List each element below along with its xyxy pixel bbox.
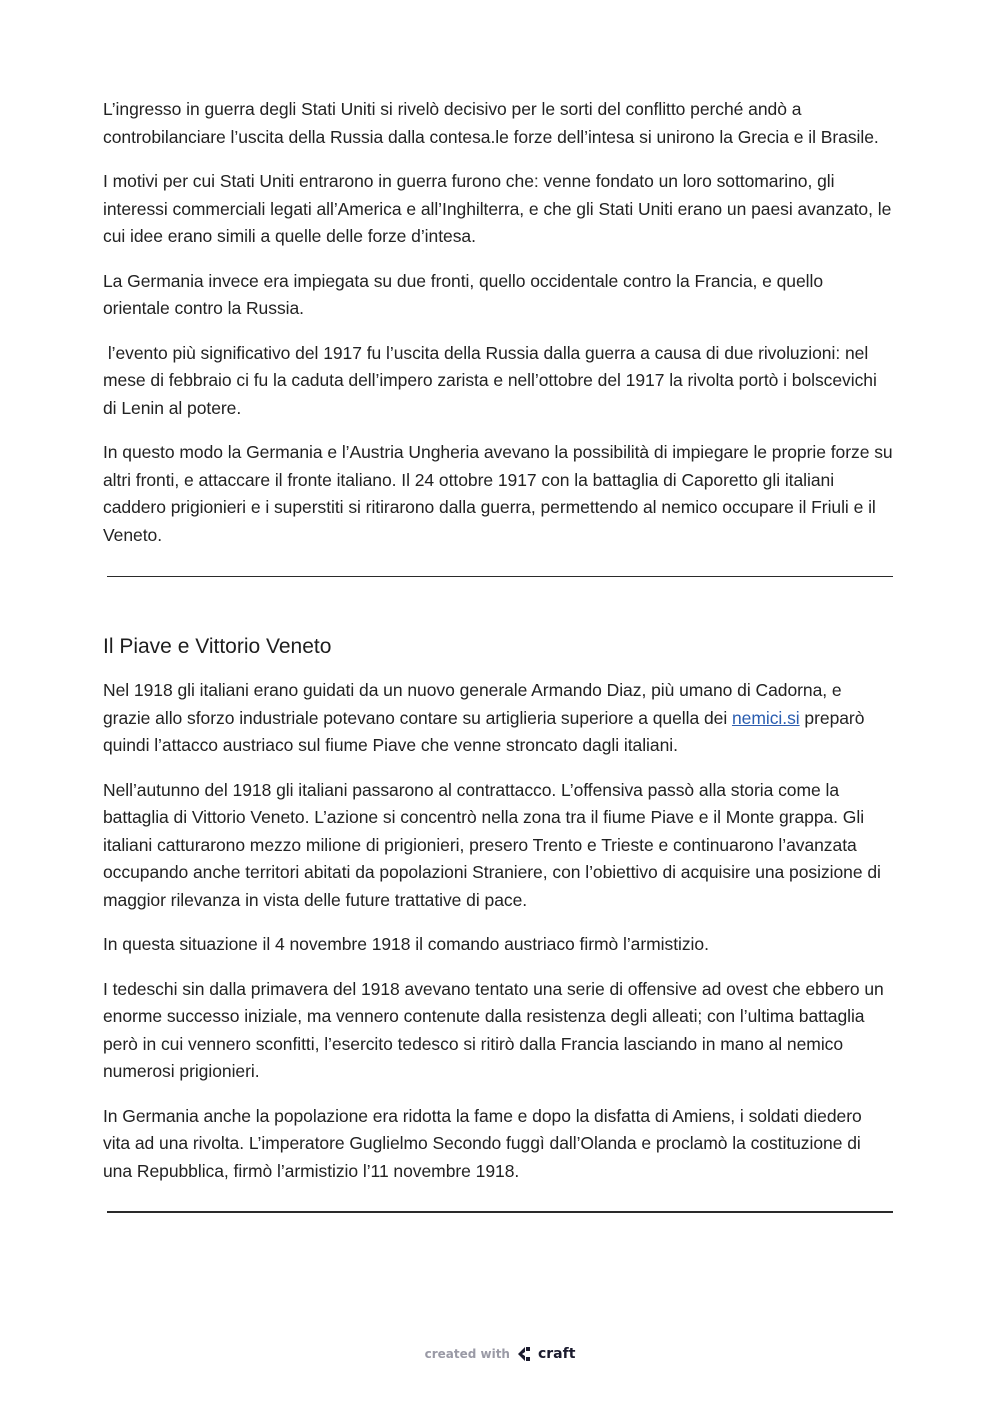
- created-with-label: created with: [424, 1347, 510, 1361]
- paragraph-with-link: [103, 677, 893, 760]
- paragraph: In questa situazione il 4 novembre 1918 il comando austriaco firmò l’armistizio.: [103, 934, 709, 954]
- craft-logo-icon: [516, 1344, 536, 1364]
- paragraph-text: Nel 1918 gli italiani erano guidati da un nuovo generale Armando Diaz, più umano di Cadorna, e grazie allo sforzo industriale potevano contare su artiglieria superiore a quella dei: [103, 680, 842, 728]
- section-divider: [107, 576, 893, 577]
- paragraph: In Germania anche la popolazione era ridotta la fame e dopo la disfatta di Amiens, i soldati diedero vita ad una rivolta. L’imperatore Guglielmo Secondo fuggì dall’Olanda e proclamò la costituzione di una Repubblica, firmò l’armistizio l’11 novembre 1918.: [103, 1105, 862, 1181]
- paragraph: La Germania invece era impiegata su due fronti, quello occidentale contro la Francia, e quello orientale contro la Russia.: [103, 270, 824, 318]
- paragraph: l’evento più significativo del 1917 fu l’uscita della Russia dalla guerra a causa di due rivoluzioni: nel mese di febbraio ci fu la caduta dell’impero zarista e nell’ottobre del 1917 la rivolta portò i bolscevichi di Lenin al potere.: [103, 342, 882, 418]
- paragraph: I tedeschi sin dalla primavera del 1918 avevano tentato una serie di offensive ad ovest che ebbero un enorme successo iniziale, ma vennero contenute dalla resistenza degli alleati; con l’ultima battaglia però in cui vennero sconfitti, l’esercito tedesco si ritirò dalla Francia lasciando in mano al nemico numerosi prigionieri.: [103, 978, 884, 1081]
- footer-badge[interactable]: [0, 1344, 1000, 1364]
- paragraph: In questo modo la Germania e l’Austria Ungheria avevano la possibilità di impiegare le proprie forze su altri fronti, e attaccare il fronte italiano. Il 24 ottobre 1917 con la battaglia di Caporetto gli italiani caddero prigionieri e i superstiti si ritirarono dalla guerra, permettendo al nemico occupare il Friuli e il Veneto.: [103, 442, 893, 545]
- craft-logo: [516, 1344, 575, 1364]
- paragraph-text: preparò quindi l’attacco austriaco sul fiume Piave che venne stroncato dagli italiani.: [103, 707, 865, 755]
- section-heading: Il Piave e Vittorio Veneto: [103, 635, 332, 658]
- paragraph: L’ingresso in guerra degli Stati Uniti si rivelò decisivo per le sorti del conflitto perché andò a controbilanciare l’uscita della Russia dalla contesa.le forze dell’intesa si unirono la Grecia e il Brasile.: [103, 99, 879, 147]
- craft-brand-text: craft: [537, 1346, 576, 1362]
- document-body: [103, 96, 893, 1213]
- paragraph: I motivi per cui Stati Uniti entrarono in guerra furono che: venne fondato un loro sottomarino, gli interessi commerciali legati all’America e all’Inghilterra, e che gli Stati Uniti erano un paesi avanzato, le cui idee erano simili a quelle delle forze d’intesa.: [103, 171, 892, 246]
- paragraph: Nell’autunno del 1918 gli italiani passarono al contrattacco. L’offensiva passò alla storia come la battaglia di Vittorio Veneto. L’azione si concentrò nella zona tra il fiume Piave e il Monte grappa. Gli italiani catturarono mezzo milione di prigionieri, presero Trento e Trieste e continuarono l’avanzata occupando anche territori abitati da popolazioni Straniere, con l’obiettivo di acquisire una posizione di maggior rilevanza in vista delle future trattative di pace.: [103, 779, 881, 910]
- end-divider: [107, 1211, 893, 1213]
- nemici-link[interactable]: nemici.si: [731, 707, 800, 728]
